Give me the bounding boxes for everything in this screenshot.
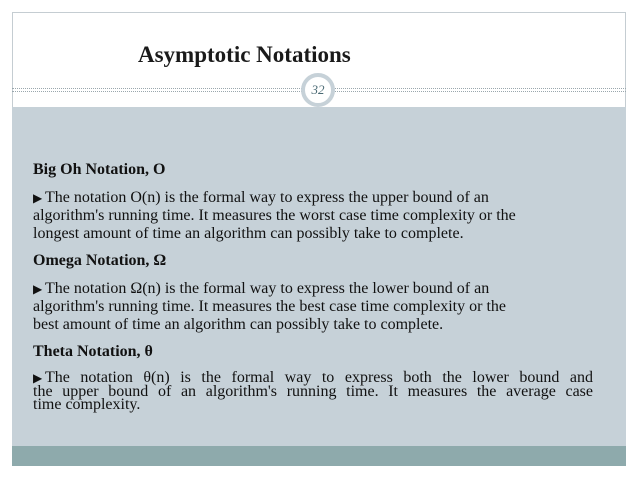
slide-title: Asymptotic Notations — [138, 42, 351, 67]
page-number: 32 — [311, 82, 325, 97]
section-heading-big-oh: Big Oh Notation, O — [33, 161, 166, 178]
section-paragraph-theta — [33, 371, 593, 411]
page-number-badge — [301, 73, 335, 107]
footer-bar — [12, 446, 626, 466]
triangle-right-icon: ▶ — [33, 191, 43, 205]
paragraph-line: ▶ The notation θ(n) is the formal way to express both the lower bound and — [33, 369, 593, 386]
triangle-right-icon: ▶ — [33, 282, 43, 296]
section-heading-theta: Theta Notation, θ — [33, 343, 153, 360]
slide-body — [33, 160, 593, 419]
triangle-right-icon: ▶ — [33, 371, 43, 385]
paragraph-line: longest amount of time an algorithm can possibly take to complete. — [33, 225, 464, 242]
paragraph-line: the upper bound of an algorithm's running time. It measures the average case — [33, 383, 593, 400]
section-heading-omega: Omega Notation, Ω — [33, 252, 167, 269]
paragraph-line: ▶ The notation O(n) is the formal way to express the upper bound of an — [33, 189, 489, 206]
section-paragraph-omega — [33, 280, 593, 334]
paragraph-line: best amount of time an algorithm can possibly take to complete. — [33, 316, 444, 333]
section-paragraph-big-oh — [33, 189, 593, 243]
paragraph-line: algorithm's running time. It measures the best case time complexity or the — [33, 298, 506, 315]
paragraph-line: time complexity. — [33, 396, 141, 413]
paragraph-line: algorithm's running time. It measures the worst case time complexity or the — [33, 207, 516, 224]
paragraph-line: ▶ The notation Ω(n) is the formal way to express the lower bound of an — [33, 280, 490, 297]
